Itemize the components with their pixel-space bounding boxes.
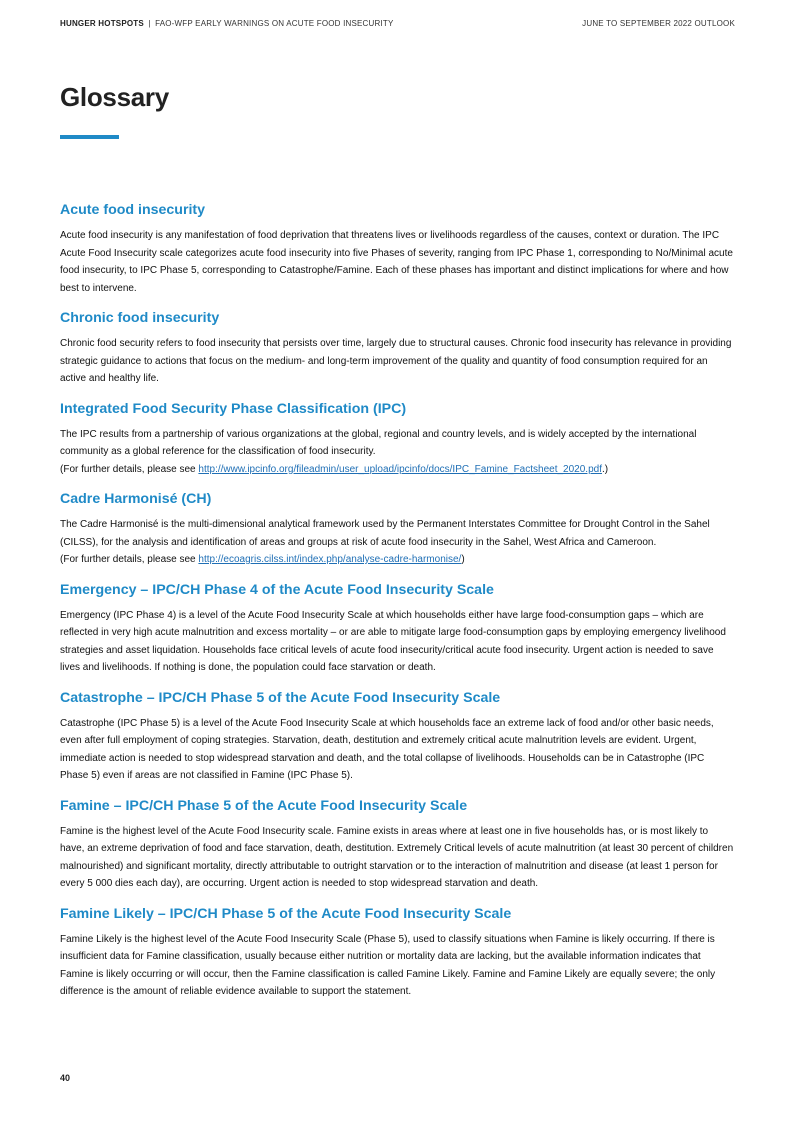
glossary-entry-ipc — [60, 399, 734, 479]
page-number: 40 — [60, 1073, 71, 1083]
ipc-factsheet-link[interactable]: http://www.ipcinfo.org/fileadmin/user_upload/ipcinfo/docs/IPC_Famine_Factsheet_2020.pdf — [198, 463, 602, 475]
term-heading: Cadre Harmonisé (CH) — [60, 491, 212, 507]
glossary-entry-ch — [60, 489, 734, 569]
term-definition: Acute food insecurity is any manifestation of food deprivation that threatens lives or livelihoods regardless of the causes, context or duration. The IPC Acute Food Insecurity scale categorizes acute food insecurity into five Phases of severity, ranging from IPC Phase 1, corresponding to No/Minimal acute food insecurity, to IPC Phase 5, corresponding to Catastrophe/Famine. Each of these phases has important and distinct implications for where and how best to intervene. — [60, 230, 733, 294]
term-definition: Famine Likely is the highest level of the Acute Food Insecurity Scale (Phase 5), used to classify situations when Famine is likely occurring. If there is insufficient data for Famine classification, usually because either nutrition or mortality data are lacking, but the available information indicates that Famine is likely occurring or will occur, then the Famine classification is called Famine Likely. Famine and Famine Likely are equally severe; the only difference is the amount of reliable evidence available to support the statement. — [60, 933, 716, 997]
further-details — [60, 551, 734, 569]
glossary-entry-acute — [60, 200, 734, 297]
term-heading: Emergency – IPC/CH Phase 4 of the Acute Food Insecurity Scale — [60, 581, 494, 598]
header-separator: | — [148, 19, 151, 28]
header-subtitle: FAO-WFP EARLY WARNINGS ON ACUTE FOOD INSECURITY — [155, 19, 394, 28]
further-prefix: (For further details, please see — [60, 554, 199, 565]
page-title: Glossary — [60, 82, 169, 112]
term-heading: Catastrophe – IPC/CH Phase 5 of the Acute Food Insecurity Scale — [60, 689, 501, 706]
term-heading: Famine – IPC/CH Phase 5 of the Acute Food Insecurity Scale — [60, 797, 468, 814]
glossary-entry-famine — [60, 796, 734, 893]
glossary-entry-famine-likely — [60, 904, 734, 1001]
term-definition: Emergency (IPC Phase 4) is a level of the Acute Food Insecurity Scale at which households either have large food-consumption gaps – which are reflected in very high acute malnutrition and excess mortality – or are able to mitigate large food-consumption gaps by employing emergency livelihood strategies and asset liquidation. Households face critical levels of acute food insecurity/critical acute food insecurity. Urgent action is needed to save lives and livelihoods. If nothing is done, the population could face starvation or death. — [60, 609, 726, 673]
term-heading: Famine Likely – IPC/CH Phase 5 of the Acute Food Insecurity Scale — [60, 905, 512, 922]
further-details — [60, 461, 734, 479]
term-definition: The Cadre Harmonisé is the multi-dimensional analytical framework used by the Permanent Interstates Committee for Drought Control in the Sahel (CILSS), for the analysis and identification of areas and groups at risk of acute food insecurity in the Sahel, West Africa and Cameroon. — [60, 519, 710, 548]
term-heading: Chronic food insecurity — [60, 310, 220, 326]
term-definition: The IPC results from a partnership of various organizations at the global, regional and country levels, and is widely accepted by the international community as a global reference for the classification of food insecurity. — [60, 428, 697, 457]
term-heading: Acute food insecurity — [60, 202, 206, 218]
cadre-harmonise-link[interactable]: http://ecoagris.cilss.int/index.php/analyse-cadre-harmonise/ — [198, 554, 462, 565]
term-definition: Chronic food security refers to food insecurity that persists over time, largely due to structural causes. Chronic food insecurity has relevance in providing strategic guidance to actions that focus on the medium- and long-term improvement of the quality and quantity of food consumption required for an active and healthy life. — [60, 338, 732, 384]
term-definition: Famine is the highest level of the Acute Food Insecurity scale. Famine exists in areas where at least one in five households has, or is most likely to have, an extreme deprivation of food and face starvation, death, destitution. Extremely Critical levels of acute malnutrition (at least 30 percent of children malnourished) and significant mortality, directly attributable to outright starvation or to the interaction of malnutrition and disease (at least 1 person for every 5 000 dies each day), are occurring. Urgent action is needed to stop widespread starvation and death. — [60, 825, 734, 889]
further-suffix: .) — [601, 463, 609, 475]
term-definition: Catastrophe (IPC Phase 5) is a level of the Acute Food Insecurity Scale at which households face an extreme lack of food and/or other basic needs, even after full employment of coping strategies. Starvation, death, destitution and extremely critical acute malnutrition levels are evident. Urgent, immediate action is needed to stop widespread starvation and death, and the total collapse of livelihoods. Households can be in Catastrophe (IPC Phase 5) even if areas are not classified in Famine (IPC Phase 5). — [60, 717, 714, 781]
header-outlook: JUNE TO SEPTEMBER 2022 OUTLOOK — [582, 19, 735, 28]
glossary-entry-catastrophe — [60, 688, 734, 785]
header-series: HUNGER HOTSPOTS — [60, 19, 144, 28]
running-header — [60, 19, 735, 28]
term-heading: Integrated Food Security Phase Classification (IPC) — [60, 400, 407, 417]
title-accent-rule — [60, 135, 119, 139]
glossary-entry-chronic — [60, 308, 734, 388]
glossary-content — [60, 200, 734, 1012]
further-suffix: ) — [461, 554, 465, 565]
header-left — [60, 19, 394, 28]
glossary-entry-emergency — [60, 580, 734, 677]
further-prefix: (For further details, please see — [60, 463, 199, 475]
